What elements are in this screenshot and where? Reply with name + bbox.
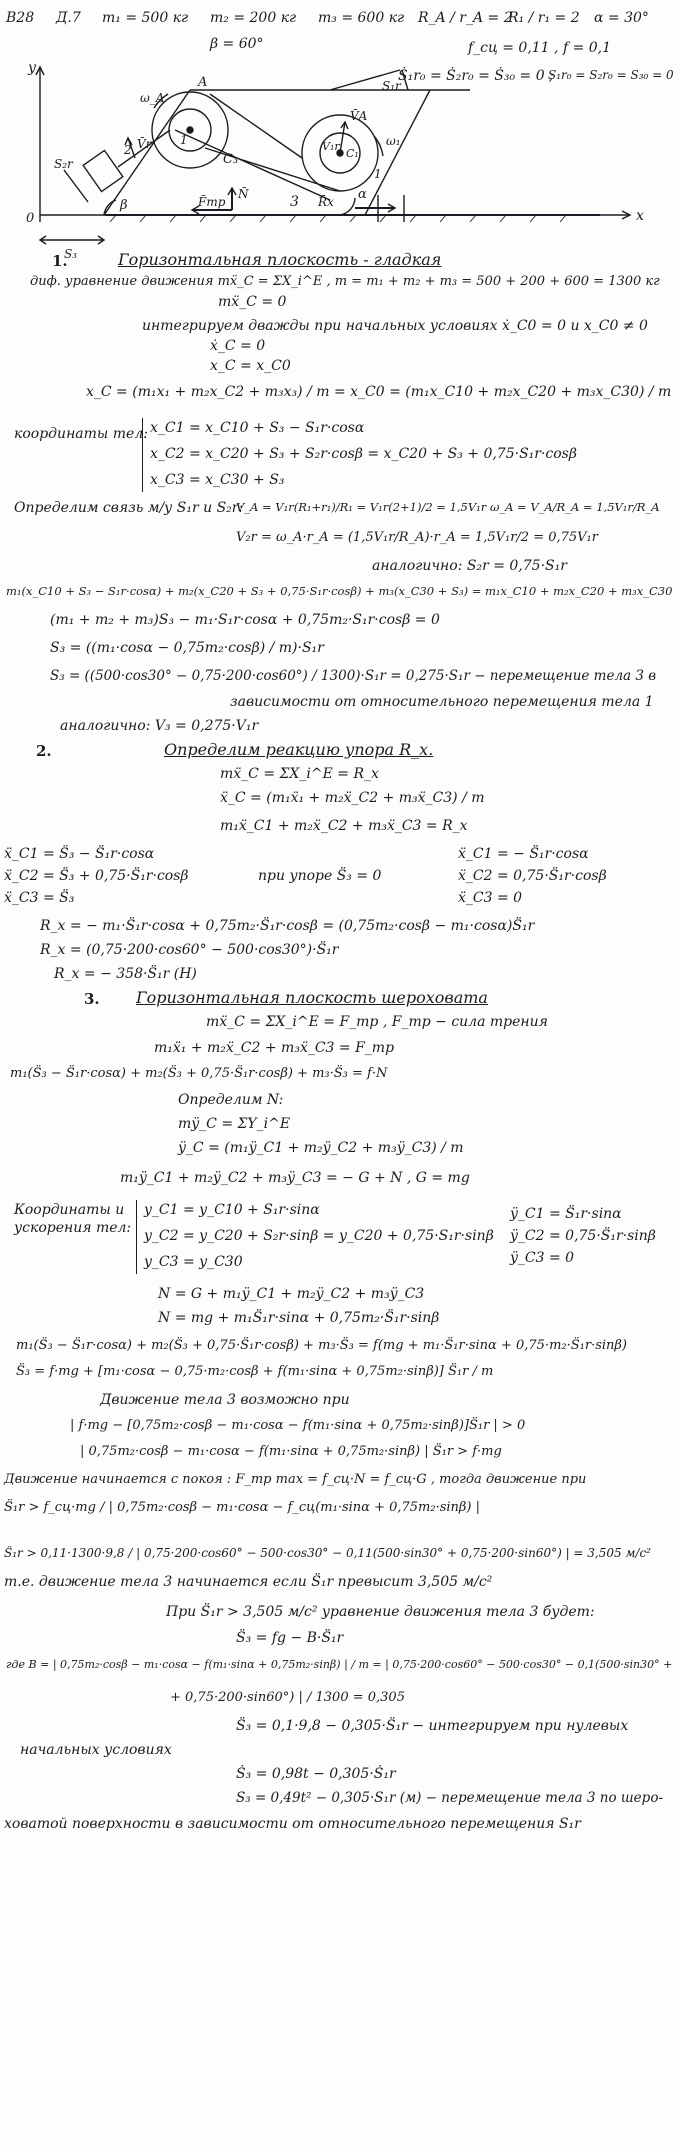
angle-alpha: α = 30° xyxy=(594,10,649,26)
point-a-label: A xyxy=(198,75,208,90)
eq-mxc-zero: mẍ_C = 0 xyxy=(218,294,287,310)
eq-stop-xc1: ẍ_C1 = − S̈₁r·cosα xyxy=(458,846,589,862)
eq-yc3: y_C3 = y_C30 xyxy=(144,1254,243,1270)
va-label: V̄A xyxy=(350,109,368,123)
s3-dependency-text: зависимости от относительного перемещения тела 1 xyxy=(230,694,654,710)
eq-mxc-ftr: mẍ_C = ΣX_i^E = F_тр , F_тр − сила трения xyxy=(206,1014,548,1030)
section-3-number: 3. xyxy=(84,990,100,1008)
s3-label: S₃ xyxy=(64,247,78,260)
eq-s3-acc-numeric: S̈₃ = 0,1·9,8 − 0,305·S̈₁r − интегрируем при нулевых xyxy=(236,1718,629,1734)
y-axis-label: y xyxy=(28,60,36,76)
section-3-heading: Горизонтальная плоскость шероховата xyxy=(136,988,488,1007)
eq-acc-xc1: ẍ_C1 = S̈₃ − S̈₁r·cosα xyxy=(4,846,155,862)
eq-va: V_A = V₁r(R₁+r₁)/R₁ = V₁r(2+1)/2 = 1,5V₁r ω_A = V_A/R_A = 1,5V₁r/R_A xyxy=(236,500,660,514)
eq-v2r: V₂r = ω_A·r_A = (1,5V₁r/R_A)·r_A = 1,5V₁r/2 = 0,75V₁r xyxy=(236,530,598,545)
c1-label: C₁ xyxy=(346,147,359,160)
ineq-s1r-numeric: S̈₁r > 0,11·1300·9,8 / | 0,75·200·cos60° − 500·cos30° − 0,11(500·sin30° + 0,75·200·sin60°) | = 3,505 м/с² xyxy=(4,1546,651,1560)
eq-b-value: + 0,75·200·sin60°) | / 1300 = 0,305 xyxy=(170,1690,405,1705)
friction-coefficients: f_сц = 0,11 , f = 0,1 xyxy=(468,40,612,56)
body-3-label: 3 xyxy=(290,194,299,210)
eq-xc: x_C = x_C0 xyxy=(210,358,291,374)
mass-m3: m₃ = 600 кг xyxy=(318,10,405,26)
omega-a-label: ω_A xyxy=(140,91,165,105)
reaction-rx-label: R̄x xyxy=(318,195,334,209)
x-axis-label: x xyxy=(636,208,644,224)
eq-n-sum: N = G + m₁ÿ_C1 + m₂ÿ_C2 + m₃ÿ_C3 xyxy=(158,1286,425,1302)
eq-yc1: y_C1 = y_C10 + S₁r·sinα xyxy=(144,1202,320,1218)
coordinates-brace xyxy=(142,418,143,492)
eq-diff-motion: диф. уравнение движения mẍ_C = ΣX_i^E , m = m₁ + m₂ + m₃ = 500 + 200 + 600 = 1300 кг xyxy=(30,274,660,289)
final-conclusion: ховатой поверхности в зависимости от относительного перемещения S₁r xyxy=(4,1816,581,1832)
mass-m2: m₂ = 200 кг xyxy=(210,10,297,26)
motion-equation-intro: При S̈₁r > 3,505 м/с² уравнение движения тела 3 будет: xyxy=(166,1604,595,1620)
relative-velocity-label: V̄r xyxy=(137,137,152,151)
initial-velocities: Ṡ₁r₀ = Ṡ₂r₀ = Ṡ₃₀ = 0 ; xyxy=(398,68,554,84)
eq-s3-velocity: Ṡ₃ = 0,98t − 0,305·Ṡ₁r xyxy=(236,1766,396,1782)
v1r-label: V₁r xyxy=(322,140,340,153)
origin-label: 0 xyxy=(26,211,35,226)
initial-conditions-text: начальных условиях xyxy=(20,1742,172,1758)
eq-xc1: x_C1 = x_C10 + S₃ − S₁r·cosα xyxy=(150,420,365,436)
eq-ftr-expanded: m₁(S̈₃ − S̈₁r·cosα) + m₂(S̈₃ + 0,75·S̈₁r·cosβ) + m₃·S̈₃ = f·N xyxy=(10,1066,388,1081)
eq-rx-general: R_x = − m₁·S̈₁r·cosα + 0,75m₂·S̈₁r·cosβ = (0,75m₂·cosβ − m₁·cosα)S̈₁r xyxy=(40,918,535,934)
body-1-left-label: 1 xyxy=(180,133,188,147)
ratio-r1: R₁ / r₁ = 2 xyxy=(508,10,580,26)
ineq-s1r-formula: S̈₁r > f_сц·mg / | 0,75m₂·cosβ − m₁·cosα − f_сц(m₁·sinα + 0,75m₂·sinβ) | xyxy=(4,1500,481,1515)
rest-start-text: Движение начинается с покоя : F_тр max = f_сц·N = f_сц·G , тогда движение при xyxy=(4,1472,587,1487)
eq-xc3: x_C3 = x_C30 + S₃ xyxy=(150,472,285,488)
c3-label: C₃ xyxy=(223,152,239,167)
eq-sum-rx: m₁ẍ_C1 + m₂ẍ_C2 + m₃ẍ_C3 = R_x xyxy=(220,818,468,834)
eq-stop-xc3: ẍ_C3 = 0 xyxy=(458,890,523,906)
eq-acc-xc3: ẍ_C3 = S̈₃ xyxy=(4,890,75,906)
eq-substitution: m₁(x_C10 + S₃ − S₁r·cosα) + m₂(x_C20 + S₃ + 0,75·S₁r·cosβ) + m₃(x_C30 + S₃) = m₁x_C10 + m₂x_C20 + m₃x_C30 xyxy=(6,584,673,598)
s1r-label: S₁r xyxy=(382,79,401,93)
mechanism-diagram xyxy=(0,50,680,260)
coordinates-label: координаты тел: xyxy=(14,426,148,442)
motion-possible-text: Движение тела 3 возможно при xyxy=(100,1392,350,1408)
eq-xc-acc: ẍ_C = (m₁ẍ₁ + m₂ẍ_C2 + m₃ẍ_C3) / m xyxy=(220,790,485,806)
alpha-angle-label: α xyxy=(358,187,367,202)
eq-xc-dot: ẋ_C = 0 xyxy=(210,338,266,354)
variant-number: В28 xyxy=(6,10,35,26)
eq-acc-yc3: ÿ_C3 = 0 xyxy=(510,1250,575,1266)
omega-1-label: ω₁ xyxy=(386,134,401,148)
coords-acc-label-1: Координаты и xyxy=(14,1202,125,1218)
integrate-text: интегрируем дважды при начальных условиях ẋ_C0 = 0 и x_C0 ≠ 0 xyxy=(142,318,648,334)
eq-n-result: N = mg + m₁S̈₁r·sinα + 0,75m₂·S̈₁r·sinβ xyxy=(158,1310,440,1326)
s2r-label: S₂r xyxy=(54,157,73,171)
eq-yc2: y_C2 = y_C20 + S₂r·sinβ = y_C20 + 0,75·S₁r·sinβ xyxy=(144,1228,494,1244)
eq-sum-ftr: m₁ẍ₁ + m₂ẍ_C2 + m₃ẍ_C3 = F_тр xyxy=(154,1040,395,1056)
body-1-right-label: 1 xyxy=(374,167,382,181)
coords-acc-brace xyxy=(136,1200,137,1274)
body-2-label: 2 xyxy=(124,143,132,157)
eq-b-definition: где B = | 0,75m₂·cosβ − m₁·cosα − f(m₁·sinα + 0,75m₂·sinβ) | / m = | 0,75·200·cos60° − 500·cos30° − 0,1(500·sin30° + xyxy=(6,1658,673,1671)
eq-acc-yc1: ÿ_C1 = S̈₁r·sinα xyxy=(510,1206,622,1222)
section-1-number: 1. xyxy=(52,252,68,270)
eq-v3: аналогично: V₃ = 0,275·V₁r xyxy=(60,718,259,734)
eq-my-yc: mÿ_C = ΣY_i^E xyxy=(178,1116,291,1132)
eq-s3-acc: S̈₃ = f·mg + [m₁·cosα − 0,75·m₂·cosβ + f(m₁·sinα + 0,75m₂·sinβ)] S̈₁r / m xyxy=(16,1364,494,1379)
eq-s3-numeric: S₃ = ((500·cos30° − 0,75·200·cos60°) / 1300)·S₁r = 0,275·S₁r − перемещение тела 3 в xyxy=(50,668,657,684)
task-number: Д.7 xyxy=(56,10,81,26)
motion-threshold-text: т.е. движение тела 3 начинается если S̈₁r превысит 3,505 м/с² xyxy=(4,1574,493,1590)
section-2-number: 2. xyxy=(36,742,52,760)
eq-s3-ddot: S̈₃ = fg − B·S̈₁r xyxy=(236,1630,344,1646)
mass-m1: m₁ = 500 кг xyxy=(102,10,189,26)
eq-s3-formula: S₃ = ((m₁·cosα − 0,75m₂·cosβ) / m)·S₁r xyxy=(50,640,324,656)
ratio-ra: R_A / r_A = 2 xyxy=(418,10,513,26)
relation-heading: Определим связь м/у S₁r и S₂r: xyxy=(14,500,244,516)
normal-force-label: N̄ xyxy=(238,187,249,201)
eq-xc-weighted: x_C = (m₁x₁ + m₂x_C2 + m₃x₃) / m = x_C0 = (m₁x_C10 + m₂x_C20 + m₃x_C30) / m xyxy=(86,384,672,400)
section-1-heading: Горизонтальная плоскость - гладкая xyxy=(118,250,442,269)
friction-force-label: F̄тр xyxy=(198,195,226,209)
stop-condition: при упоре S̈₃ = 0 xyxy=(258,868,382,884)
ineq-motion-1: | f·mg − [0,75m₂·cosβ − m₁·cosα − f(m₁·sinα + 0,75m₂·sinβ)]S̈₁r | > 0 xyxy=(70,1418,526,1433)
eq-s2r: аналогично: S₂r = 0,75·S₁r xyxy=(372,558,567,574)
eq-rx-substituted: R_x = (0,75·200·cos60° − 500·cos30°)·S̈₁r xyxy=(40,942,339,958)
eq-sum-s3: (m₁ + m₂ + m₃)S₃ − m₁·S₁r·cosα + 0,75m₂·S₁r·cosβ = 0 xyxy=(50,612,440,628)
determine-n: Определим N: xyxy=(178,1092,284,1108)
eq-s3-displacement: S₃ = 0,49t² − 0,305·S₁r (м) − перемещение тела 3 по шеро- xyxy=(236,1790,664,1806)
angle-beta: β = 60° xyxy=(210,36,264,52)
eq-sum-n: m₁ÿ_C1 + m₂ÿ_C2 + m₃ÿ_C3 = − G + N , G = mg xyxy=(120,1170,470,1186)
beta-angle-label: β xyxy=(120,198,128,213)
eq-rx-result: R_x = − 358·S̈₁r (Н) xyxy=(54,966,197,982)
coords-acc-label-2: ускорения тел: xyxy=(14,1220,132,1236)
eq-acc-xc2: ẍ_C2 = S̈₃ + 0,75·S̈₁r·cosβ xyxy=(4,868,189,884)
ineq-motion-2: | 0,75m₂·cosβ − m₁·cosα − f(m₁·sinα + 0,75m₂·sinβ) | S̈₁r > f·mg xyxy=(80,1444,502,1459)
initial-displacements: S₁r₀ = S₂r₀ = S₃₀ = 0 xyxy=(548,68,674,82)
eq-xc2: x_C2 = x_C20 + S₃ + S₂r·cosβ = x_C20 + S₃ + 0,75·S₁r·cosβ xyxy=(150,446,577,462)
eq-mxc-rx: mẍ_C = ΣX_i^E = R_x xyxy=(220,766,379,782)
eq-full-motion: m₁(S̈₃ − S̈₁r·cosα) + m₂(S̈₃ + 0,75·S̈₁r·cosβ) + m₃·S̈₃ = f(mg + m₁·S̈₁r·sinα + 0,75·m₂·S̈₁r·sinβ) xyxy=(16,1338,627,1353)
section-2-heading: Определим реакцию упора R_x. xyxy=(164,740,434,759)
eq-stop-xc2: ẍ_C2 = 0,75·S̈₁r·cosβ xyxy=(458,868,607,884)
eq-yc-acc: ÿ_C = (m₁ÿ_C1 + m₂ÿ_C2 + m₃ÿ_C3) / m xyxy=(178,1140,464,1156)
eq-acc-yc2: ÿ_C2 = 0,75·S̈₁r·sinβ xyxy=(510,1228,656,1244)
